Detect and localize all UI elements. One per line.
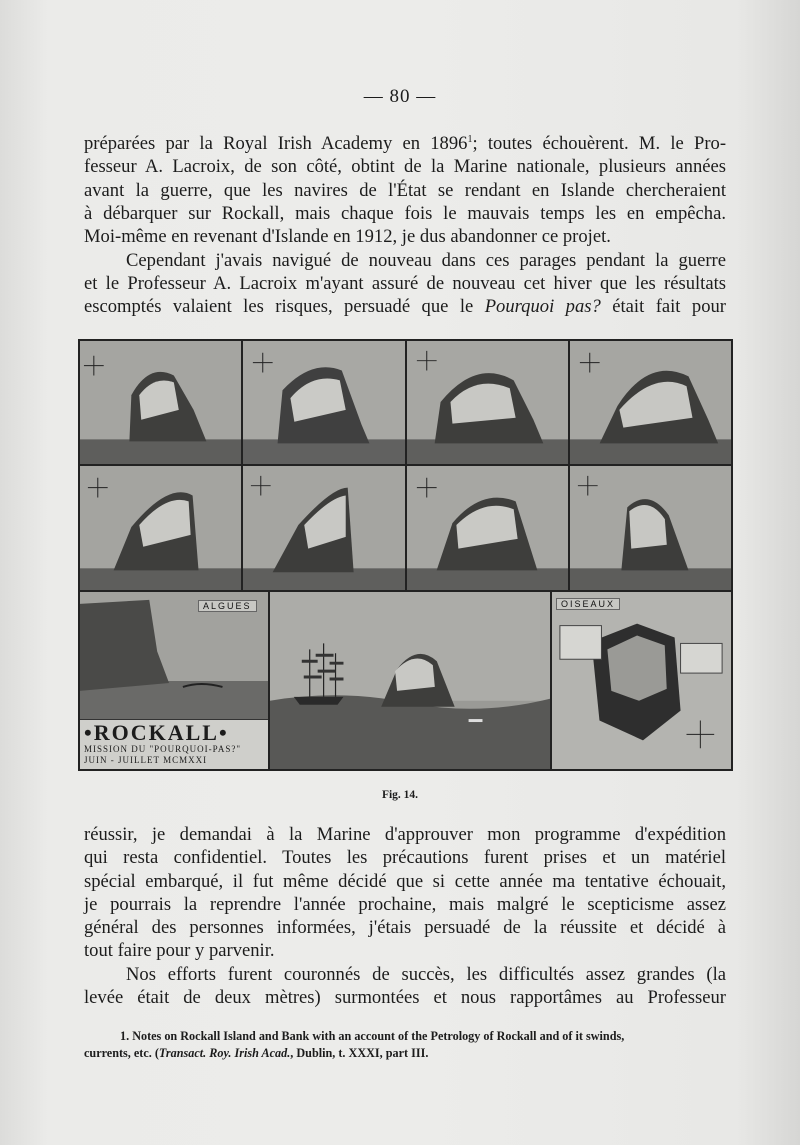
text-line: qui resta confidentiel. Toutes les précautions furent prises et un matériel: [84, 847, 726, 869]
oiseaux-panel: [551, 591, 732, 770]
text-line: spécial embarqué, il fut même décidé que si cette année ma tentative échouait,: [84, 870, 726, 892]
text-line: Nos efforts furent couronnés de succès, les difficultés assez grandes (la: [126, 963, 726, 985]
rock-view-panel: [79, 465, 242, 591]
text-line: je pourrais la reprendre l'année prochaine, mais malgré le scepticisme assez: [84, 893, 726, 915]
rock-view-panel: [242, 465, 406, 591]
text-line: préparées par la Royal Irish Academy en 1896$^1$; toutes échouèrent. M. le Pro-: [84, 133, 727, 155]
text-line: levée était de deux mètres) surmontées et nous rapportâmes au Professeur: [84, 987, 726, 1009]
paragraph-1: [84, 128, 726, 319]
rock-view-panel: [406, 465, 569, 591]
rockall-title-card: [80, 719, 268, 769]
rock-view-drawing: [80, 341, 241, 464]
text-line: Cependant j'avais navigué de nouveau dans ces parages pendant la guerre: [126, 249, 726, 271]
text-line: réussir, je demandai à la Marine d'approuver mon programme d'expédition: [84, 824, 726, 845]
page-number: — 80 —: [363, 86, 437, 107]
rock-view-drawing: [407, 466, 568, 590]
rock-view-panel: [242, 340, 406, 465]
footnote: [84, 1028, 726, 1062]
rock-view-drawing: [80, 466, 241, 590]
text-line: fesseur A. Lacroix, de son côté, obtint de la Marine nationale, plusieurs années: [84, 156, 726, 178]
rock-view-drawing: [407, 341, 568, 464]
rockall-mission: MISSION DU "POURQUOI-PAS?": [84, 744, 242, 754]
text-line: et le Professeur A. Lacroix m'ayant assuré de nouveau cet hiver que les résultats: [84, 272, 726, 294]
birds-map-drawing: [552, 592, 731, 769]
text-line: Moi-même en revenant d'Islande en 1912, je dus abandonner ce projet.: [84, 226, 611, 248]
text-line: escomptés valaient les risques, persuadé que le Pourquoi pas? était fait pour: [84, 296, 726, 318]
text-line: à débarquer sur Rockall, mais chaque fois le mauvais temps les en empêcha.: [84, 203, 726, 225]
figure-rockall-plate: [78, 339, 733, 771]
rock-view-panel: [569, 465, 732, 591]
text-line: avant la guerre, que les navires de l'État se rendant en Islande chercheraient: [84, 179, 726, 201]
rock-view-panel: [79, 340, 242, 465]
text-line: tout faire pour y parvenir.: [84, 940, 275, 962]
rock-view-drawing: [570, 466, 731, 590]
ship-name: Pourquoi pas?: [484, 296, 601, 318]
rock-view-panel: [569, 340, 732, 465]
paragraph-2: [84, 823, 726, 1009]
rock-view-drawing: [570, 341, 731, 464]
algues-label: ALGUES: [198, 600, 257, 612]
journal-name: Transact. Roy. Irish Acad.: [158, 1046, 291, 1060]
rockall-title: •ROCKALL•: [84, 720, 229, 745]
ship-scene-panel: [269, 591, 551, 770]
figure-caption: Fig. 14.: [381, 789, 419, 801]
footnote-line: 1. Notes on Rockall Island and Bank with an account of the Petrology of Rockall and of it swinds,: [120, 1029, 625, 1043]
ship-and-rock-drawing: [270, 592, 550, 769]
text-line: général des personnes informées, j'étais persuadé de la réussite et décidé à: [84, 917, 726, 939]
rock-view-panel: [406, 340, 569, 465]
oiseaux-label: OISEAUX: [556, 598, 620, 610]
rockall-date: JUIN - JUILLET MCMXXI: [84, 755, 208, 765]
algues-panel: [79, 591, 269, 770]
footnote-line: currents, etc. (Transact. Roy. Irish Acad., Dublin, t. XXXI, part III.: [84, 1046, 429, 1060]
rock-view-drawing: [243, 466, 405, 590]
rock-view-drawing: [243, 341, 405, 464]
